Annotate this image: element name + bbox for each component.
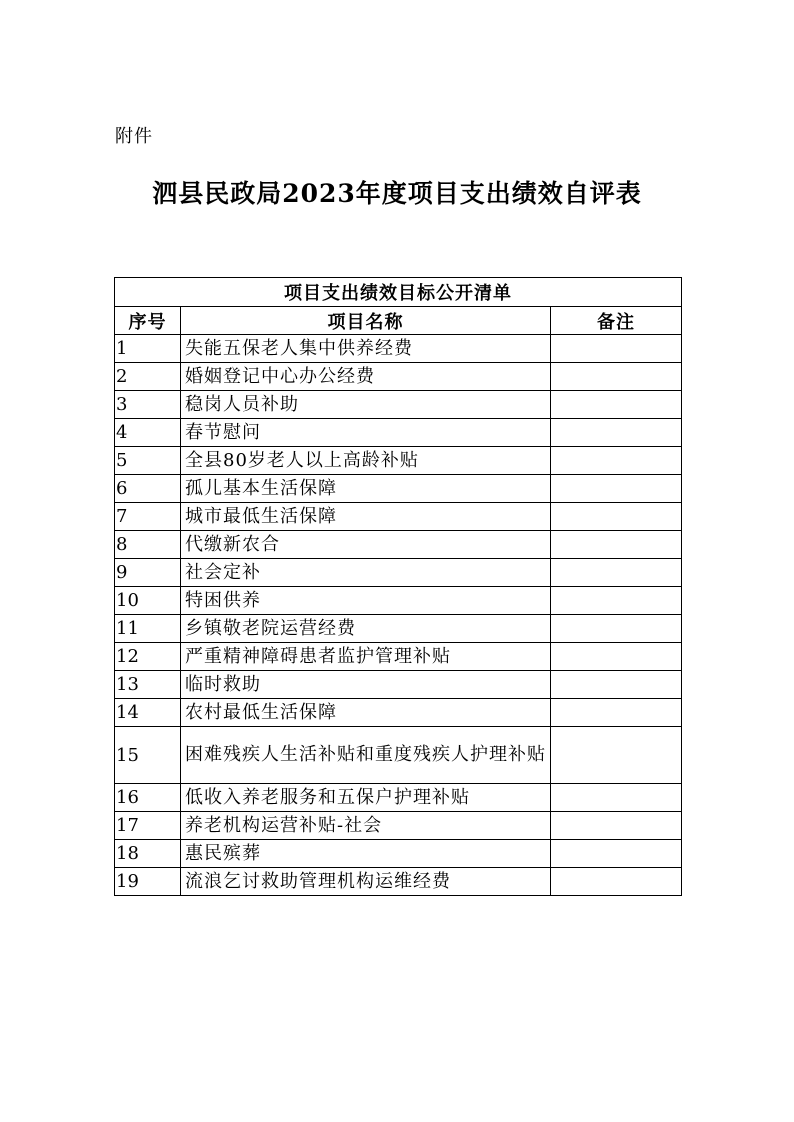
row-number: 8	[115, 531, 181, 559]
row-number: 4	[115, 419, 181, 447]
row-project-name: 春节慰问	[181, 419, 551, 447]
row-remarks	[551, 727, 682, 784]
table-row	[115, 868, 682, 896]
row-project-name: 农村最低生活保障	[181, 699, 551, 727]
table-row	[115, 419, 682, 447]
row-number: 19	[115, 868, 181, 896]
row-project-name: 严重精神障碍患者监护管理补贴	[181, 643, 551, 671]
table-row	[115, 699, 682, 727]
row-number: 2	[115, 363, 181, 391]
table-caption: 项目支出绩效目标公开清单	[115, 278, 682, 307]
row-remarks	[551, 391, 682, 419]
row-project-name: 全县80岁老人以上高龄补贴	[181, 447, 551, 475]
row-remarks	[551, 335, 682, 363]
table-row	[115, 727, 682, 784]
row-number: 5	[115, 447, 181, 475]
row-number: 10	[115, 587, 181, 615]
row-remarks	[551, 671, 682, 699]
table-row	[115, 812, 682, 840]
row-project-name: 惠民殡葬	[181, 840, 551, 868]
header-remarks: 备注	[551, 307, 682, 335]
row-number: 16	[115, 784, 181, 812]
row-project-name: 城市最低生活保障	[181, 503, 551, 531]
attachment-label: 附件	[115, 126, 153, 147]
row-project-name: 代缴新农合	[181, 531, 551, 559]
table-header-row	[115, 307, 682, 335]
project-list-table	[114, 277, 682, 896]
row-number: 6	[115, 475, 181, 503]
row-remarks	[551, 868, 682, 896]
table-row	[115, 503, 682, 531]
row-remarks	[551, 419, 682, 447]
row-remarks	[551, 587, 682, 615]
row-remarks	[551, 559, 682, 587]
table-row	[115, 840, 682, 868]
row-remarks	[551, 840, 682, 868]
row-number: 17	[115, 812, 181, 840]
row-project-name: 乡镇敬老院运营经费	[181, 615, 551, 643]
row-number: 18	[115, 840, 181, 868]
row-remarks	[551, 363, 682, 391]
row-number: 1	[115, 335, 181, 363]
table-row	[115, 447, 682, 475]
row-remarks	[551, 615, 682, 643]
row-number: 14	[115, 699, 181, 727]
table-row	[115, 363, 682, 391]
table-row	[115, 587, 682, 615]
row-project-name: 流浪乞讨救助管理机构运维经费	[181, 868, 551, 896]
row-project-name: 困难残疾人生活补贴和重度残疾人护理补贴	[181, 727, 551, 784]
row-number: 7	[115, 503, 181, 531]
table-row	[115, 391, 682, 419]
row-number: 3	[115, 391, 181, 419]
row-project-name: 稳岗人员补助	[181, 391, 551, 419]
row-remarks	[551, 531, 682, 559]
header-project-name: 项目名称	[181, 307, 551, 335]
row-number: 9	[115, 559, 181, 587]
table-row	[115, 475, 682, 503]
row-project-name: 特困供养	[181, 587, 551, 615]
row-remarks	[551, 643, 682, 671]
row-project-name: 失能五保老人集中供养经费	[181, 335, 551, 363]
table-row	[115, 643, 682, 671]
row-remarks	[551, 812, 682, 840]
row-project-name: 养老机构运营补贴-社会	[181, 812, 551, 840]
table-row	[115, 615, 682, 643]
row-project-name: 孤儿基本生活保障	[181, 475, 551, 503]
row-project-name: 临时救助	[181, 671, 551, 699]
table-row	[115, 784, 682, 812]
table-row	[115, 671, 682, 699]
row-remarks	[551, 503, 682, 531]
row-number: 11	[115, 615, 181, 643]
row-remarks	[551, 447, 682, 475]
row-project-name: 低收入养老服务和五保户护理补贴	[181, 784, 551, 812]
row-remarks	[551, 784, 682, 812]
table-row	[115, 531, 682, 559]
row-number: 13	[115, 671, 181, 699]
document-title: 泗县民政局2023年度项目支出绩效自评表	[152, 179, 642, 208]
header-number: 序号	[115, 307, 181, 335]
table-caption-row	[115, 278, 682, 307]
row-remarks	[551, 699, 682, 727]
row-number: 12	[115, 643, 181, 671]
row-number: 15	[115, 727, 181, 784]
table-body	[115, 335, 682, 896]
table-row	[115, 559, 682, 587]
row-remarks	[551, 475, 682, 503]
row-project-name: 社会定补	[181, 559, 551, 587]
table-row	[115, 335, 682, 363]
row-project-name: 婚姻登记中心办公经费	[181, 363, 551, 391]
